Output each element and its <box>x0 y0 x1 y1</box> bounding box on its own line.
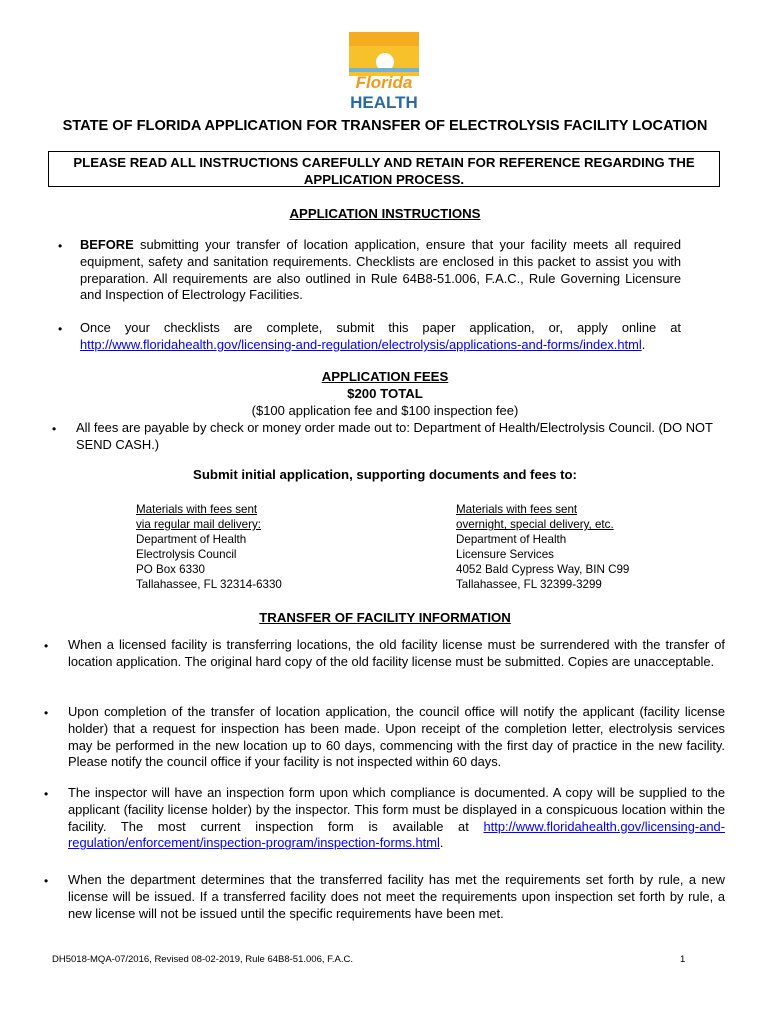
florida-health-logo-graphic <box>349 32 419 112</box>
footer-form-id: DH5018-MQA-07/2016, Revised 08-02-2019, Rule 64B8-51.006, F.A.C. <box>52 954 354 965</box>
notice-line-1: PLEASE READ ALL INSTRUCTIONS CAREFULLY AND RETAIN FOR REFERENCE REGARDING THE <box>73 155 695 170</box>
logo-health-text: HEALTH <box>350 93 418 112</box>
instruction-item-1-text: submitting your transfer of location application, ensure that your facility meets all required equipment, safety and sanitation requirements. Checklists are enclosed in this packet to assist you with preparation. All requirements are also outlined in Rule 64B8-51.006, F.A.C., Rule Governing Licensure and Inspection of Electrology Facilities. <box>80 237 681 303</box>
bullet-icon: • <box>58 322 63 336</box>
inspection-forms-link[interactable]: http://www.floridahealth.gov/licensing-and-regulation/enforcement/inspection-program/inspection-forms.html <box>68 818 725 851</box>
bullet-icon: • <box>44 874 49 888</box>
page-number: 1 <box>680 954 686 965</box>
bullet-icon: • <box>44 706 49 720</box>
logo-florida-text: Florida <box>355 73 413 92</box>
instruction-item-2 <box>80 320 681 337</box>
regular-mail-address <box>136 502 282 592</box>
transfer-item-3-text: The inspector will have an inspection form upon which compliance is documented. A copy will be supplied to the applicant (facility license holder) by the inspector. This form must be displayed in a conspicuous location within the facility. The most current inspection form is available at <box>68 785 725 834</box>
transfer-item-3 <box>68 785 725 852</box>
transfer-item-3-end: . <box>439 835 444 851</box>
overnight-mail-line: Department of Health <box>456 533 567 546</box>
bullet-icon: • <box>44 787 49 801</box>
fees-payable: All fees are payable by check or money order made out to: Department of Health/Electrolysis Council. (DO NOT SEND CASH.) <box>76 420 713 452</box>
overnight-mail-line: Licensure Services <box>456 548 554 561</box>
bullet-icon: • <box>52 422 57 436</box>
instruction-item-2-text: Once your checklists are complete, submit this paper application, or, apply online at <box>80 320 681 335</box>
overnight-mail-line: overnight, special delivery, etc. <box>456 518 614 531</box>
transfer-heading: TRANSFER OF FACILITY INFORMATION <box>259 610 511 625</box>
transfer-item-1: When a licensed facility is transferring locations, the old facility license must be surrendered with the transfer of location application. The original hard copy of the old facility license must be submitted. Copies are unacceptable. <box>68 637 725 669</box>
overnight-mail-line: Tallahassee, FL 32399-3299 <box>456 578 602 591</box>
instruction-item-2-link-line <box>80 337 700 354</box>
bullet-icon: • <box>58 239 63 253</box>
instruction-item-1-bold: BEFORE <box>80 237 134 252</box>
applications-forms-link[interactable]: http://www.floridahealth.gov/licensing-and-regulation/electrolysis/applications-and-forms/index.html <box>80 337 642 352</box>
submit-heading: Submit initial application, supporting documents and fees to: <box>193 467 577 482</box>
regular-mail-line: Department of Health <box>136 533 247 546</box>
regular-mail-line: Materials with fees sent <box>136 503 258 516</box>
notice-line-2: APPLICATION PROCESS. <box>303 172 465 187</box>
fees-heading: APPLICATION FEES <box>321 369 449 384</box>
instruction-item-1 <box>80 237 681 304</box>
document-title: STATE OF FLORIDA APPLICATION FOR TRANSFER OF ELECTROLYSIS FACILITY LOCATION <box>62 118 708 134</box>
notice-box <box>48 151 720 187</box>
instructions-heading: APPLICATION INSTRUCTIONS <box>289 206 481 221</box>
fees-breakdown: ($100 application fee and $100 inspection fee) <box>251 403 519 418</box>
overnight-mail-line: 4052 Bald Cypress Way, BIN C99 <box>456 563 630 576</box>
bullet-icon: • <box>44 639 49 653</box>
overnight-mail-address <box>456 502 629 592</box>
transfer-item-2: Upon completion of the transfer of location application, the council office will notify the applicant (facility license holder) that a request for inspection has been made. Upon receipt of the completion letter, electrolysis services may be performed in the new location up to 60 days, commencing with the first day of practice in the new facility. Please notify the council office if your facility is not inspected within 60 days. <box>68 704 725 770</box>
instruction-item-2-end: . <box>641 337 646 352</box>
florida-health-logo <box>349 32 419 112</box>
regular-mail-line: Electrolysis Council <box>136 548 237 561</box>
overnight-mail-line: Materials with fees sent <box>456 503 578 516</box>
regular-mail-line: via regular mail delivery: <box>136 518 262 531</box>
regular-mail-line: PO Box 6330 <box>136 563 205 576</box>
fees-total: $200 TOTAL <box>347 386 423 401</box>
transfer-item-4: When the department determines that the transferred facility has met the requirements set forth by rule, a new license will be issued. If a transferred facility does not meet the requirements upon inspection set forth by rule, a new license will not be issued until the specific requirements have been met. <box>68 872 725 921</box>
regular-mail-line: Tallahassee, FL 32314-6330 <box>136 578 282 591</box>
